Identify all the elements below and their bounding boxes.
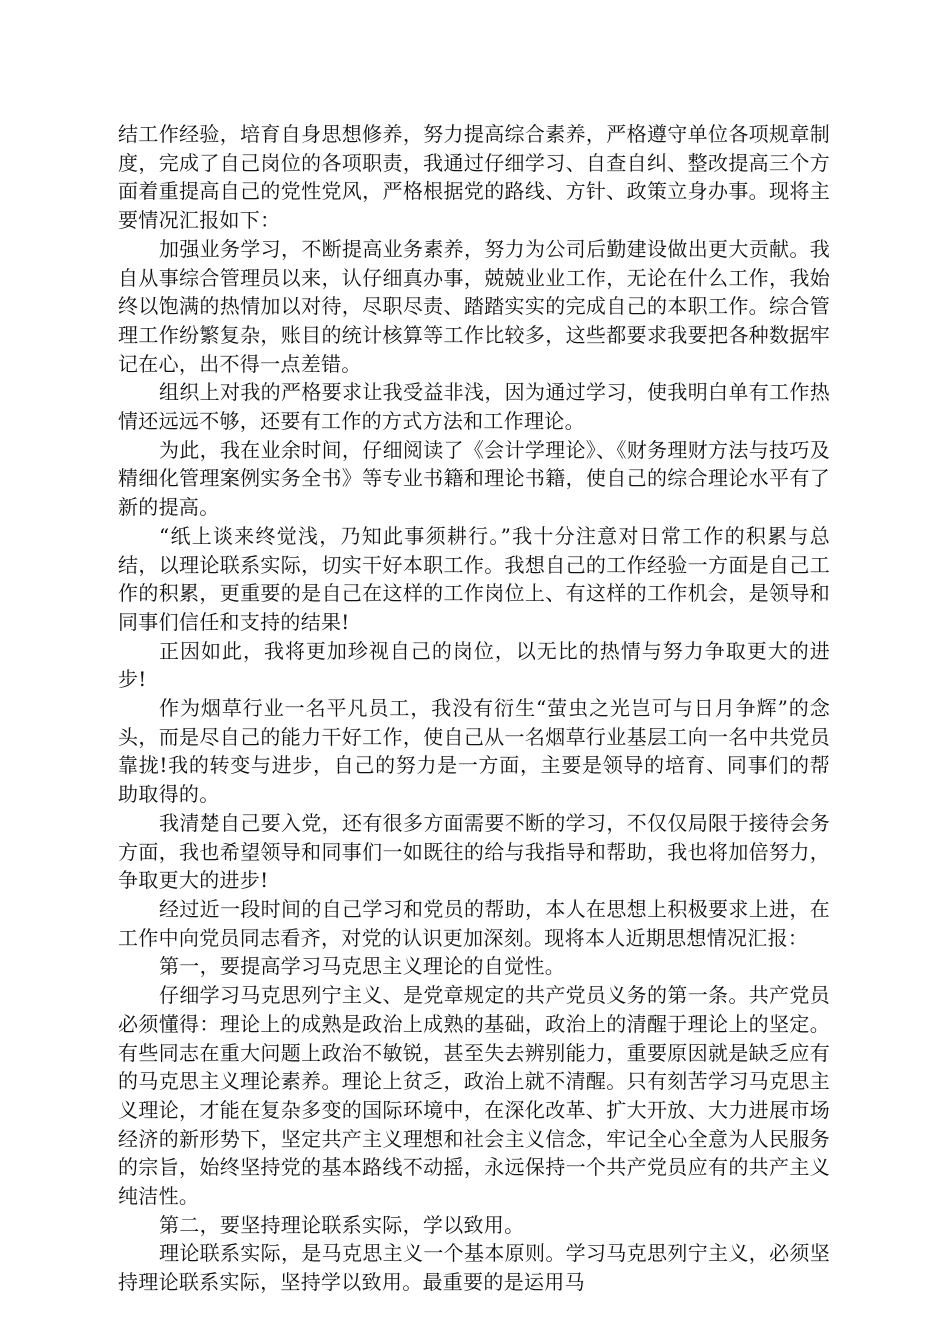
paragraph-thought-report-intro: 经过近一段时间的自己学习和党员的帮助，本人在思想上积极要求上进，在工作中向党员同志看齐，对党的认识更加深刻。现将本人近期思想情况汇报： xyxy=(118,896,830,950)
paragraph-business-study: 加强业务学习，不断提高业务素养，努力为公司后勤建设做出更大贡献。我自从事综合管理员以来，认仔细真办事，兢兢业业工作，无论在什么工作，我始终以饱满的热情加以对待，尽职尽责、踏踏实实的完成自己的本职工作。综合管理工作纷繁复杂，账目的统计核算等工作比较多，这些都要求我要把各种数据牢记在心，出不得一点差错。 xyxy=(118,236,830,376)
document-body xyxy=(118,120,830,1297)
paragraph-ordinary-employee: 作为烟草行业一名平凡员工，我没有衍生“萤虫之光岂可与日月争辉”的念头，而是尽自己的能力干好工作，使自己从一名烟草行业基层工向一名中共党员靠拢!我的转变与进步，自己的努力是一方面，主要是领导的培育、同事们的帮助取得的。 xyxy=(118,696,830,807)
paragraph-marxism-study: 仔细学习马克思列宁主义、是党章规定的共产党员义务的第一条。共产党员必须懂得：理论上的成熟是政治上成熟的基础，政治上的清醒于理论上的坚定。有些同志在重大问题上政治不敏锐，甚至失去辨别能力，重要原因就是缺乏应有的马克思主义理论素养。理论上贫乏，政治上就不清醒。只有刻苦学习马克思主义理论，才能在复杂多变的国际环境中，在深化改革、扩大开放、大力进展市场经济的新形势下，坚定共产主义理想和社会主义信念，牢记全心全意为人民服务的宗旨，始终坚持党的基本路线不动摇，永远保持一个共产党员应有的共产主义纯洁性。 xyxy=(118,983,830,1209)
section-heading-first: 第一，要提高学习马克思主义理论的自觉性。 xyxy=(159,954,565,979)
section-heading-second: 第二，要坚持理论联系实际，学以致用。 xyxy=(159,1212,525,1237)
paragraph-theory-practice: 理论联系实际，是马克思主义一个基本原则。学习马克思列宁主义，必须坚持理论联系实际，坚持学以致用。最重要的是运用马 xyxy=(118,1241,830,1295)
paragraph-practice: “纸上谈来终觉浅，乃知此事须耕行。”我十分注意对日常工作的积累与总结，以理论联系实际，切实干好本职工作。我想自己的工作经验一方面是自己工作的积累，更重要的是自己在这样的工作岗位上、有这样的工作机会，是领导和同事们信任和支持的结果! xyxy=(118,523,830,634)
paragraph-reading: 为此，我在业余时间，仔细阅读了《会计学理论》、《财务理财方法与技巧及精细化管理案例实务全书》等专业书籍和理论书籍，使自己的综合理论水平有了新的提高。 xyxy=(118,437,830,520)
paragraph-strict-requirements: 组织上对我的严格要求让我受益非浅，因为通过学习，使我明白单有工作热情还远远不够，还要有工作的方式方法和工作理论。 xyxy=(118,380,830,434)
paragraph-continuation: 结工作经验，培育自身思想修养，努力提高综合素养，严格遵守单位各项规章制度，完成了自己岗位的各项职责，我通过仔细学习、自查自纠、整改提高三个方面着重提高自己的党性党风，严格根据党的路线、方针、政策立身办事。现将主要情况汇报如下： xyxy=(118,122,830,233)
paragraph-keep-learning: 我清楚自己要入党，还有很多方面需要不断的学习，不仅仅局限于接待会务方面，我也希望领导和同事们一如既往的给与我指导和帮助，我也将加倍努力，争取更大的进步! xyxy=(118,810,830,893)
paragraph-cherish-position: 正因如此，我将更加珍视自己的岗位，以无比的热情与努力争取更大的进步! xyxy=(118,638,830,692)
